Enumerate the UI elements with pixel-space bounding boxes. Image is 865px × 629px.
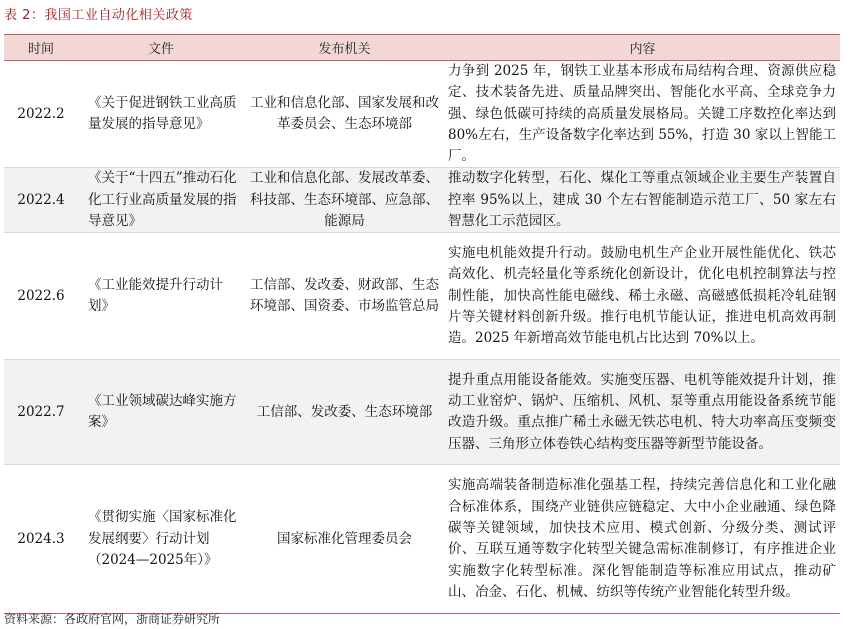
- cell-content: 实施电机能效提升行动。鼓励电机生产企业开展性能优化、铁芯高效化、机壳轻量化等系统化创新设计，优化电机控制算法与控制性能，加快高性能电磁线、稀土永磁、高磁感低损耗冷轧硅钢片等关键材料创新升级。推行电机节能认证，推进电机高效再制造。2025 年新增高效节能电机占比达到 70%以上。: [445, 233, 840, 360]
- cell-content: 提升重点用能设备能效。实施变压器、电机等能效提升计划，推动工业窑炉、锅炉、压缩机、风机、泵等重点用能设备系统节能改造升级。重点推广稀土永磁无铁芯电机、特大功率高压变频变压器、三角形立体卷铁心结构变压器等新型节能设备。: [445, 360, 840, 465]
- cell-content: 实施高端装备制造标准化强基工程，持续完善信息化和工业化融合标准体系，围绕产业链供应链稳定、大中小企业融通、绿色降碳等关键领域，加快技术应用、模式创新、分级分类、测试评价、互联互通等数字化转型关键急需标准制修订，有序推进企业实施数字化转型标准。深化智能制造等标准应用试点，推动矿山、冶金、石化、机械、纺织等传统产业智能化转型升级。: [445, 465, 840, 614]
- header-doc: 文件: [78, 35, 244, 61]
- cell-doc: 《工业领域碳达峰实施方案》: [78, 360, 244, 465]
- table-row: [4, 465, 840, 614]
- cell-time: 2022.4: [4, 168, 78, 233]
- header-org: 发布机关: [244, 35, 445, 61]
- table-row: [4, 233, 840, 360]
- cell-time: 2022.6: [4, 233, 78, 360]
- policy-table: [4, 34, 840, 614]
- cell-time: 2022.2: [4, 61, 78, 168]
- cell-org: 国家标准化管理委员会: [244, 465, 445, 614]
- table-row: [4, 168, 840, 233]
- cell-doc: 《关于促进钢铁工业高质量发展的指导意见》: [78, 61, 244, 168]
- header-time: 时间: [4, 35, 78, 61]
- cell-org: 工业和信息化部、发展改革委、科技部、生态环境部、应急部、能源局: [244, 168, 445, 233]
- cell-time: 2022.7: [4, 360, 78, 465]
- cell-doc: 《工业能效提升行动计划》: [78, 233, 244, 360]
- table-row: [4, 360, 840, 465]
- cell-content: 力争到 2025 年，钢铁工业基本形成布局结构合理、资源供应稳定、技术装备先进、质量品牌突出、智能化水平高、全球竞争力强、绿色低碳可持续的高质量发展格局。关键工序数控化率达到 80%左右，生产设备数字化率达到 55%，打造 30 家以上智能工厂。: [445, 61, 840, 168]
- cell-time: 2024.3: [4, 465, 78, 614]
- cell-doc: 《贯彻实施〈国家标准化发展纲要〉行动计划（2024—2025年）》: [78, 465, 244, 614]
- cell-org: 工信部、发改委、生态环境部: [244, 360, 445, 465]
- cell-doc: 《关于“十四五”推动石化化工行业高质量发展的指导意见》: [78, 168, 244, 233]
- cell-content: 推动数字化转型，石化、煤化工等重点领域企业主要生产装置自控率 95%以上，建成 30 个左右智能制造示范工厂、50 家左右智慧化工示范园区。: [445, 168, 840, 233]
- source-note: 资料来源：各政府官网，浙商证券研究所: [4, 612, 221, 626]
- header-content: 内容: [445, 35, 840, 61]
- table-header-row: [4, 35, 840, 61]
- cell-org: 工业和信息化部、国家发展和改革委员会、生态环境部: [244, 61, 445, 168]
- table-row: [4, 61, 840, 168]
- cell-org: 工信部、发改委、财政部、生态环境部、国资委、市场监管总局: [244, 233, 445, 360]
- table-caption: 表 2：我国工业自动化相关政策: [4, 8, 193, 23]
